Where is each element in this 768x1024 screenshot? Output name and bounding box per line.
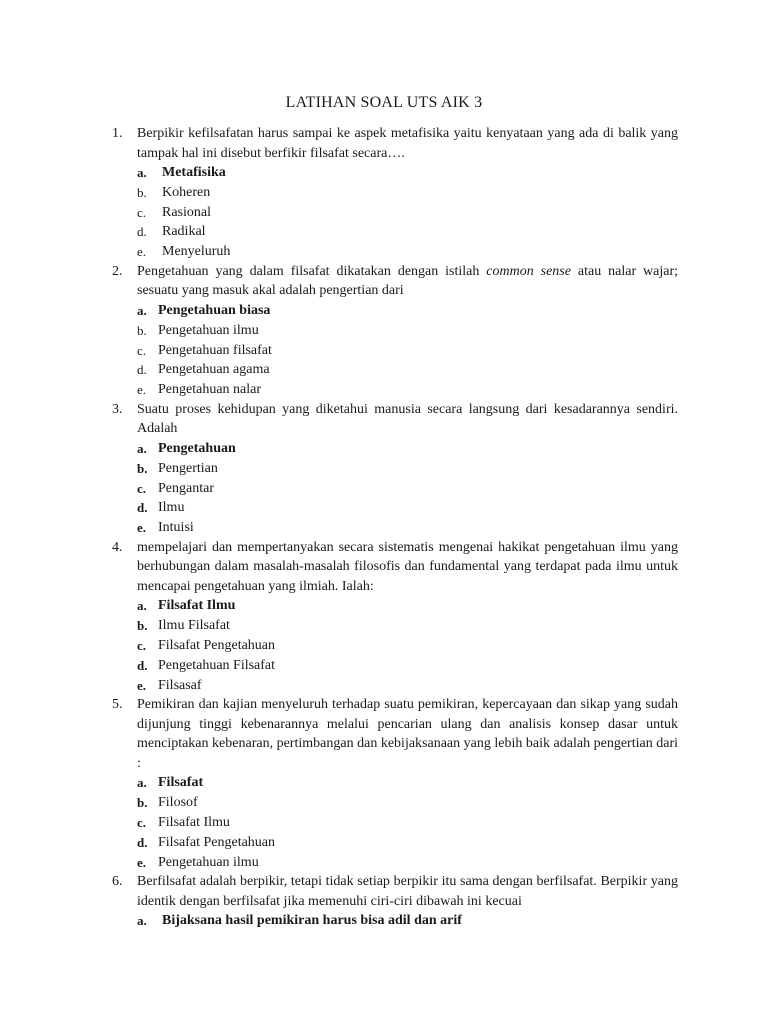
option-a: a. Filsafat Ilmu	[137, 598, 236, 614]
option-e: e. Menyeluruh	[137, 244, 231, 260]
question-number: 5.	[112, 697, 123, 713]
option-b: b. Pengertian	[137, 460, 218, 476]
option-b: b. Pengetahuan ilmu	[137, 322, 259, 338]
question-2	[112, 262, 678, 400]
option-c: c. Rasional	[137, 204, 211, 220]
question-text: Berfilsafat adalah berpikir, tetapi tidak setiap berpikir itu sama dengan berfilsafat. Berpikir yang identik dengan berfilsafat jika memenuhi ciri-ciri dibawah ini kecuai	[137, 874, 678, 909]
option-d: d. Radikal	[137, 224, 206, 240]
option-c: c. Filsafat Ilmu	[137, 815, 230, 831]
question-number: 6.	[112, 874, 123, 890]
option-a: a. Bijaksana hasil pemikiran harus bisa adil dan arif	[137, 913, 462, 929]
option-c: c. Pengetahuan filsafat	[137, 342, 272, 358]
question-text: Berpikir kefilsafatan harus sampai ke aspek metafisika yaitu kenyataan yang ada di balik yang tampak hal ini disebut berfikir filsafat secara….	[137, 126, 678, 161]
option-e: e. Pengetahuan ilmu	[137, 854, 259, 870]
question-1	[112, 124, 678, 262]
option-b: b. Filosof	[137, 795, 198, 811]
option-e: e. Filsasaf	[137, 677, 202, 693]
option-c: c. Pengantar	[137, 480, 214, 496]
question-text: Pengetahuan yang dalam filsafat dikatakan dengan istilah common sense atau nalar wajar; sesuatu yang masuk akal adalah pengertian dari	[137, 263, 679, 299]
option-d: d. Filsafat Pengetahuan	[137, 834, 276, 850]
option-a: a. Metafisika	[137, 165, 226, 180]
question-number: 4.	[112, 539, 123, 555]
option-a: a. Pengetahuan	[137, 440, 236, 456]
option-e: e. Intuisi	[137, 520, 194, 536]
question-number: 3.	[112, 401, 123, 417]
question-6	[112, 872, 678, 931]
option-c: c. Filsafat Pengetahuan	[137, 638, 276, 654]
option-a: a. Pengetahuan biasa	[137, 302, 271, 318]
option-b: b. Ilmu Filsafat	[137, 618, 230, 634]
option-a: a. Filsafat	[137, 775, 204, 791]
question-text: Suatu proses kehidupan yang diketahui manusia secara langsung dari kesadarannya sendiri. Adalah	[137, 401, 678, 437]
question-3	[112, 400, 678, 538]
question-list	[112, 124, 678, 931]
option-e: e. Pengetahuan nalar	[137, 382, 262, 398]
question-4	[112, 538, 678, 695]
question-text: mempelajari dan mempertanyakan secara sistematis mengenai hakikat pengetahuan ilmu yang berhubungan dalam masalah-masalah filosofis dan fundamental yang terdapat pada ilmu untuk mencapai pengetahuan yang ilmiah. Ialah:	[137, 539, 678, 594]
option-d: d. Pengetahuan agama	[137, 362, 270, 378]
question-text: Pemikiran dan kajian menyeluruh terhadap suatu pemikiran, kepercayaan dan sikap yang sudah dijunjung tinggi kebenarannya melalui pencarian ulang dan analisis konsep dasar untuk menciptakan kebenaran, pertimbangan dan kebijaksanaan yang lebih baik adalah pengertian dari :	[137, 697, 678, 771]
option-d: d. Pengetahuan Filsafat	[137, 657, 276, 673]
question-5	[112, 695, 678, 872]
option-d: d. Ilmu	[137, 500, 185, 516]
question-number: 1.	[112, 126, 123, 141]
question-number: 2.	[112, 263, 123, 279]
document-title: LATIHAN SOAL UTS AIK 3	[285, 94, 483, 111]
option-b: b. Koheren	[137, 184, 211, 200]
